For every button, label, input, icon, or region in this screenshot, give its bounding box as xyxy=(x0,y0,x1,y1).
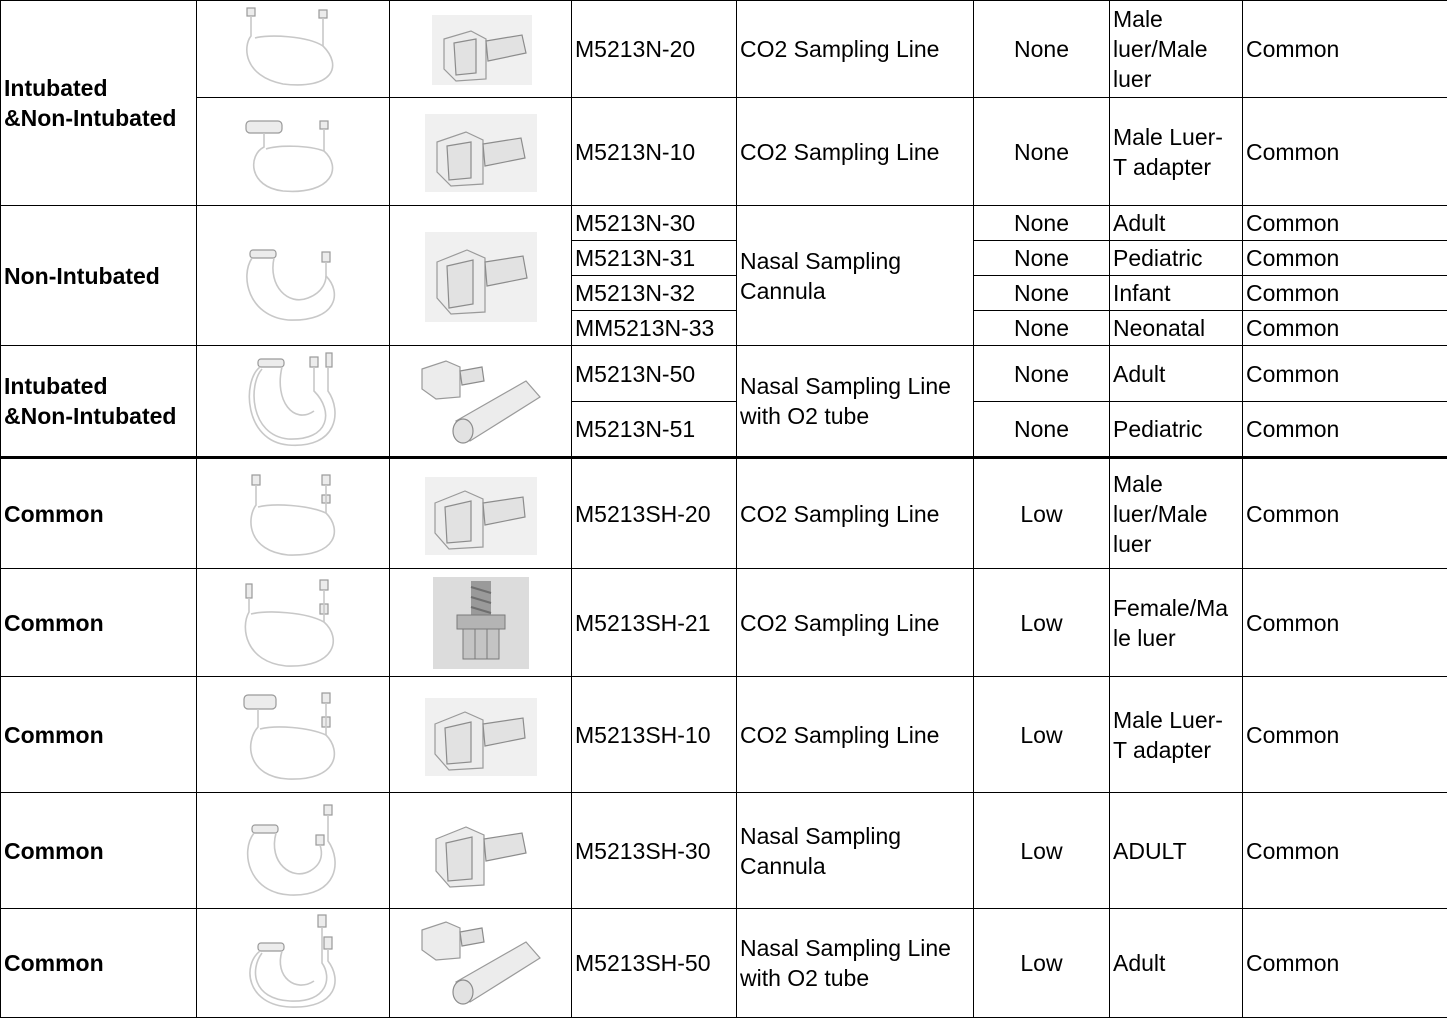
usage: Common xyxy=(1243,793,1447,909)
part-number: M5213SH-20 xyxy=(572,458,737,569)
description: Nasal Sampling Cannula xyxy=(737,206,974,346)
connector: Pediatric xyxy=(1110,402,1243,458)
level: None xyxy=(974,241,1110,276)
description: Nasal Sampling Cannula xyxy=(737,793,974,909)
usage: Common xyxy=(1243,458,1447,569)
sampling-line-icon xyxy=(197,458,390,569)
level: Low xyxy=(974,793,1110,909)
usage: Common xyxy=(1243,402,1447,458)
sampling-line-t-adapter-icon xyxy=(197,98,390,206)
connector: Male Luer- T adapter xyxy=(1110,677,1243,793)
group-label: Common xyxy=(1,569,197,677)
usage: Common xyxy=(1243,311,1447,346)
part-number: M5213N-50 xyxy=(572,346,737,402)
connector: Neonatal xyxy=(1110,311,1243,346)
luer-connector-icon xyxy=(390,677,572,793)
nasal-cannula-o2-icon xyxy=(197,909,390,1018)
nasal-cannula-o2-icon xyxy=(197,346,390,458)
group-label: Common xyxy=(1,458,197,569)
usage: Common xyxy=(1243,346,1447,402)
description: CO2 Sampling Line xyxy=(737,677,974,793)
female-luer-connector-icon xyxy=(390,569,572,677)
part-number: M5213SH-10 xyxy=(572,677,737,793)
usage: Common xyxy=(1243,1,1447,98)
table-row xyxy=(1,569,1447,677)
group-label: Common xyxy=(1,909,197,1018)
group-label: Common xyxy=(1,793,197,909)
usage: Common xyxy=(1243,241,1447,276)
luer-connector-icon xyxy=(390,206,572,346)
usage: Common xyxy=(1243,569,1447,677)
sampling-line-t-adapter-icon xyxy=(197,677,390,793)
description: CO2 Sampling Line xyxy=(737,1,974,98)
table-row xyxy=(1,1,1447,98)
part-number: M5213N-10 xyxy=(572,98,737,206)
level: Low xyxy=(974,677,1110,793)
table-row xyxy=(1,98,1447,206)
part-number: MM5213N-33 xyxy=(572,311,737,346)
connector: Pediatric xyxy=(1110,241,1243,276)
level: None xyxy=(974,402,1110,458)
nasal-cannula-icon xyxy=(197,793,390,909)
connector: Adult xyxy=(1110,909,1243,1018)
level: Low xyxy=(974,569,1110,677)
description: CO2 Sampling Line xyxy=(737,458,974,569)
part-number: M5213SH-30 xyxy=(572,793,737,909)
connector: ADULT xyxy=(1110,793,1243,909)
sampling-line-icon xyxy=(197,1,390,98)
part-number: M5213N-20 xyxy=(572,1,737,98)
group-label: Intubated &Non-Intubated xyxy=(1,1,197,206)
level: None xyxy=(974,98,1110,206)
usage: Common xyxy=(1243,909,1447,1018)
part-number: M5213SH-21 xyxy=(572,569,737,677)
level: None xyxy=(974,311,1110,346)
level: None xyxy=(974,346,1110,402)
level: None xyxy=(974,276,1110,311)
group-label: Common xyxy=(1,677,197,793)
luer-connector-icon xyxy=(390,1,572,98)
usage: Common xyxy=(1243,206,1447,241)
part-number: M5213N-51 xyxy=(572,402,737,458)
usage: Common xyxy=(1243,276,1447,311)
connector: Male luer/Male luer xyxy=(1110,458,1243,569)
level: Low xyxy=(974,458,1110,569)
part-number: M5213N-30 xyxy=(572,206,737,241)
sampling-line-icon xyxy=(197,569,390,677)
luer-connector-icon xyxy=(390,458,572,569)
part-number: M5213N-32 xyxy=(572,276,737,311)
table-row xyxy=(1,909,1447,1018)
connector: Adult xyxy=(1110,206,1243,241)
luer-connector-icon xyxy=(390,793,572,909)
connector-pair-icon xyxy=(390,346,572,458)
description: Nasal Sampling Line with O2 tube xyxy=(737,346,974,458)
connector: Male luer/Male luer xyxy=(1110,1,1243,98)
part-number: M5213N-31 xyxy=(572,241,737,276)
connector: Female/Ma le luer xyxy=(1110,569,1243,677)
usage: Common xyxy=(1243,98,1447,206)
table-row xyxy=(1,346,1447,402)
group-label: Intubated &Non-Intubated xyxy=(1,346,197,458)
nasal-cannula-icon xyxy=(197,206,390,346)
table-row xyxy=(1,206,1447,241)
table-row xyxy=(1,458,1447,569)
connector: Infant xyxy=(1110,276,1243,311)
connector-pair-icon xyxy=(390,909,572,1018)
usage: Common xyxy=(1243,677,1447,793)
group-label: Non-Intubated xyxy=(1,206,197,346)
level: None xyxy=(974,206,1110,241)
description: CO2 Sampling Line xyxy=(737,98,974,206)
part-number: M5213SH-50 xyxy=(572,909,737,1018)
table-row xyxy=(1,793,1447,909)
description: Nasal Sampling Line with O2 tube xyxy=(737,909,974,1018)
level: None xyxy=(974,1,1110,98)
connector: Adult xyxy=(1110,346,1243,402)
table-row xyxy=(1,677,1447,793)
description: CO2 Sampling Line xyxy=(737,569,974,677)
luer-connector-icon xyxy=(390,98,572,206)
level: Low xyxy=(974,909,1110,1018)
connector: Male Luer- T adapter xyxy=(1110,98,1243,206)
